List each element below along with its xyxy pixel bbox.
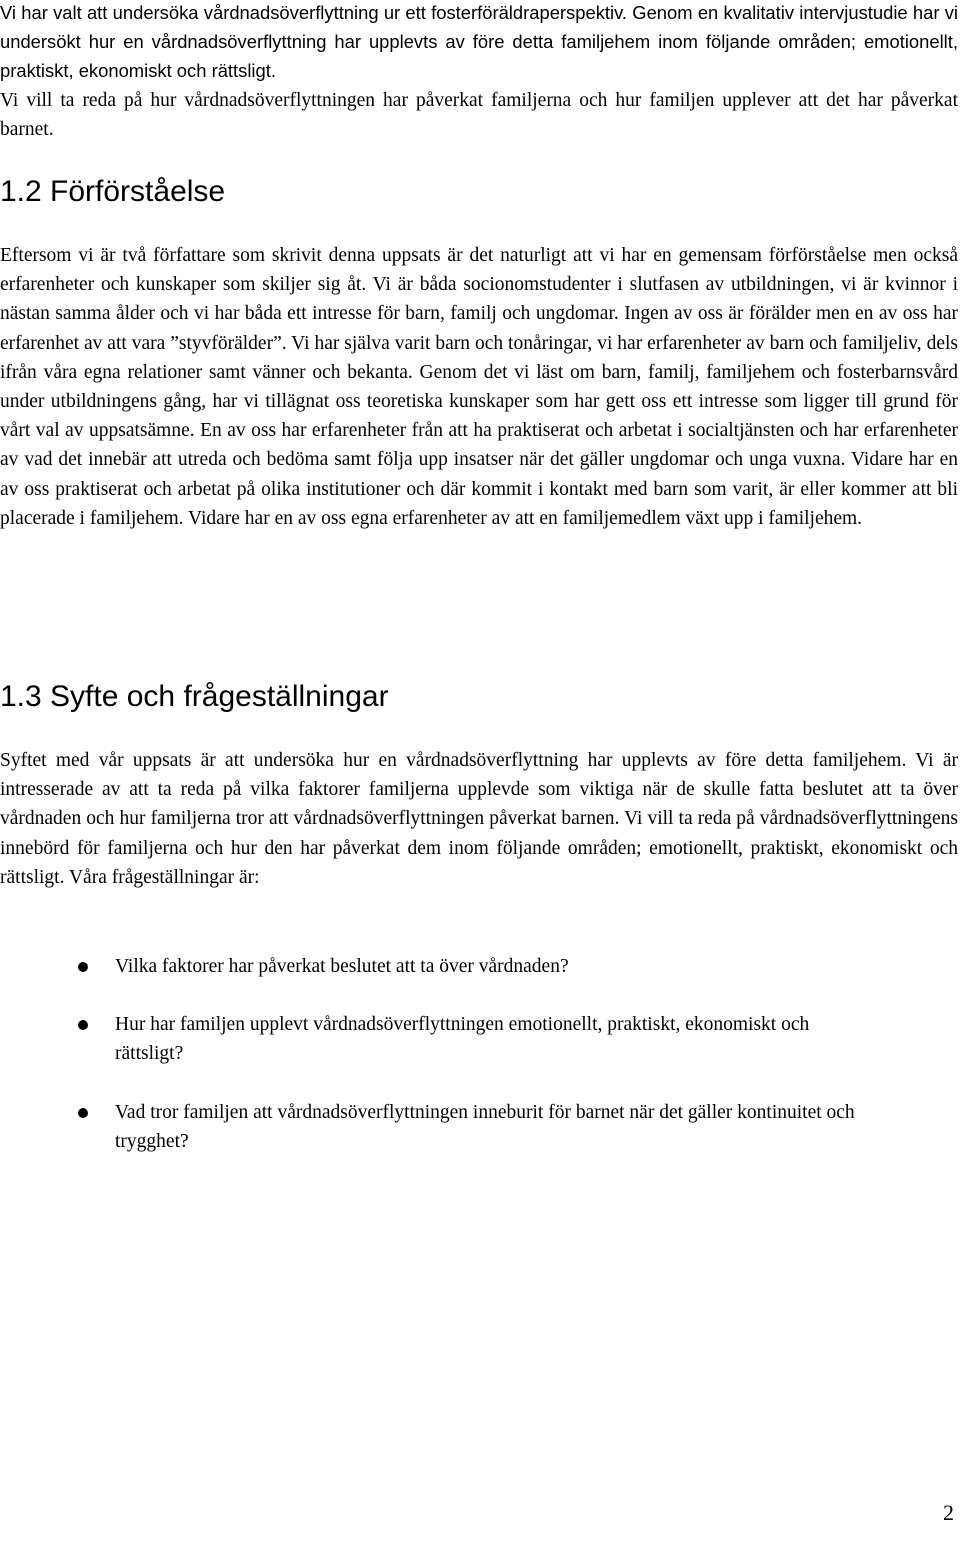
forforstaelse-paragraph: Eftersom vi är två författare som skrivit denna uppsats är det naturligt att vi har en gemensam förförståelse men också erfarenheter och kunskaper som skiljer sig åt. Vi är båda socionomstudenter i slutfasen av utbildningen, vi är kvinnor i nästan samma ålder och vi har båda ett intresse för barn, familj och ungdomar. Ingen av oss är förälder men en av oss har erfarenhet av att vara ”styvförälder”. Vi har själva varit barn och tonåringar, vi har erfarenheter av barn och familjeliv, dels ifrån våra egna relationer samt vänner och bekanta. Genom det vi läst om barn, familj, familjehem och fosterbarnsvård under utbildningens gång, har vi tillägnat oss teoretiska kunskaper som har gett oss ett intresse som ligger till grund för vårt val av uppsatsämne. En av oss har erfarenheter från att ha praktiserat och arbetat i socialtjänsten och har erfarenheter av vad det innebär att utreda och bedöma samt följa upp insatser när det gäller ungdomar och unga vuxna. Vidare har en av oss praktiserat och arbetat på olika institutioner och där kommit i kontakt med barn som varit, är eller kommer att bli placerade i familjehem. Vidare har en av oss egna erfarenheter av att en familjemedlem växt upp i familjehem. [0,245,958,529]
question-text: Vilka faktorer har påverkat beslutet att ta över vårdnaden? [115,956,569,977]
intro-paragraph-serif: Vi vill ta reda på hur vårdnadsöverflyttningen har påverkat familjerna och hur familjen upplever att det har påverkat barnet. [0,90,958,141]
bullet-icon [78,1108,88,1118]
bullet-icon [78,962,88,972]
research-questions-list [0,952,958,1185]
section-heading-syfte: 1.3 Syfte och frågeställningar [0,680,389,713]
section-heading-forforstaelse: 1.2 Förförståelse [0,175,226,208]
list-item [0,1098,875,1156]
list-item [0,952,875,981]
syfte-paragraph: Syftet med vår uppsats är att undersöka hur en vårdnadsöverflyttning har upplevts av före detta familjehem. Vi är intresserade av att ta reda på vilka faktorer familjerna upplevde som viktiga när de skulle fatta beslutet att ta över vårdnaden och hur familjerna tror att vårdnadsöverflyttningen påverkat barnen. Vi vill ta reda på vårdnadsöverflyttningens innebörd för familjerna och hur den har påverkat dem inom följande områden; emotionellt, praktiskt, ekonomiskt och rättsligt. Våra frågeställningar är: [0,750,958,888]
page-number: 2 [943,1500,954,1525]
question-text: Vad tror familjen att vårdnadsöverflyttningen inneburit för barnet när det gäller kontinuitet och trygghet? [115,1101,855,1152]
bullet-icon [78,1020,88,1030]
question-text: Hur har familjen upplevt vårdnadsöverflyttningen emotionellt, praktiskt, ekonomiskt och rättsligt? [115,1014,810,1065]
intro-paragraph-sans: Vi har valt att undersöka vårdnadsöverflyttning ur ett fosterföräldraperspektiv. Genom en kvalitativ intervjustudie har vi undersökt hur en vårdnadsöverflyttning har upplevts av före detta familjehem inom följande områden; emotionellt, praktiskt, ekonomiskt och rättsligt. [0,2,958,82]
list-item [0,1010,875,1068]
